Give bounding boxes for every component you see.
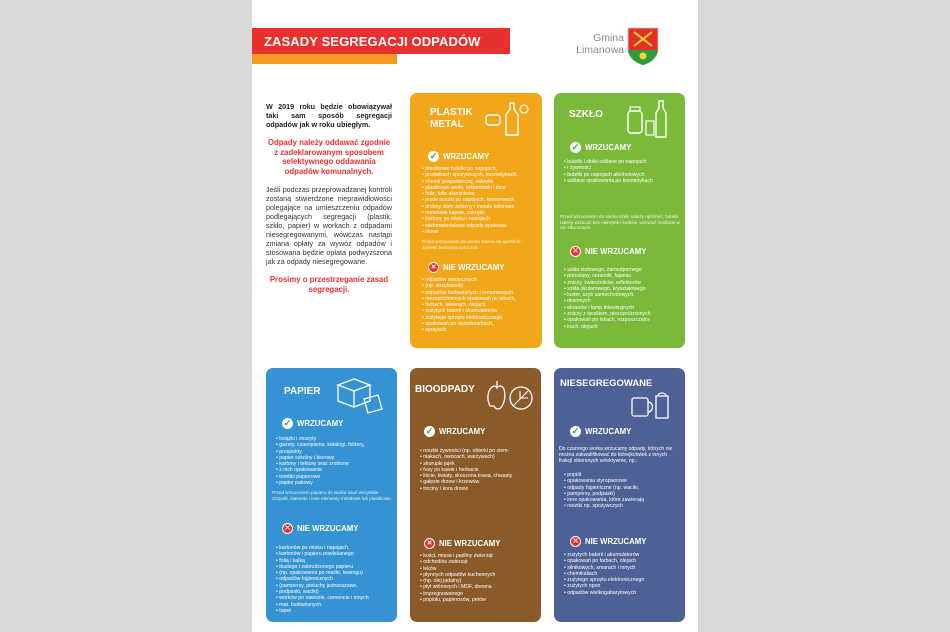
card-bioodpady xyxy=(410,368,541,622)
cross-icon: ✕ xyxy=(282,523,293,534)
card-plastik-metal xyxy=(410,93,542,348)
municipality-name: Gmina Limanowa xyxy=(576,32,624,56)
cross-icon: ✕ xyxy=(424,538,435,549)
title-underline xyxy=(252,54,397,64)
no-header: ✕ NIE WRZUCAMY xyxy=(570,246,647,257)
ok-list: • butelki i słoiki szklane po napojach • i żywności • butelki po napojach alkoholowych • szklane opakowania po kosmetykach xyxy=(564,159,680,184)
intro-paragraph-4: Prosimy o przestrzeganie zasad segregacji. xyxy=(269,275,389,294)
card-szklo xyxy=(554,93,685,348)
check-icon: ✓ xyxy=(283,418,292,428)
leaflet-page xyxy=(252,0,698,632)
check-icon: ✓ xyxy=(429,151,438,161)
ok-list: • popiół • opakowania styropianowe • odpady higieniczne (np. waciki, • pampersy, podpaski) • inne opakowania, które zawierają • resztki np. spożywczych xyxy=(564,472,682,510)
card-title: NIESEGREGOWANE xyxy=(560,378,653,389)
check-icon: ✓ xyxy=(425,426,434,436)
apple-leaf-icon xyxy=(484,376,534,412)
no-header: ✕ NIE WRZUCAMY xyxy=(282,523,359,534)
card-papier xyxy=(266,368,397,622)
ok-list: • plastikowe butelki po napojach, • produktach spożywczych, kosmetykach, • chemii gospodarczej, zakrętki • plastikowe worki, reklamówki i inne • folie, folie aluminiowe • puste puszki po napojach, konserwach • drobny złom żelazny i metale kolorowe • metalowe kapsle, zakrętki • kartony po mleku i napojach • wielomateriałowe odpady opakowa- • niowe xyxy=(422,166,538,235)
cross-icon: ✕ xyxy=(428,262,439,273)
no-header: ✕ NIE WRZUCAMY xyxy=(428,262,505,273)
ok-header: ✓ WRZUCAMY xyxy=(429,151,490,161)
intro-paragraph-1: W 2019 roku będzie obowiązywał taki sam sposób segregacji odpadów jak w roku ubiegłym. xyxy=(266,102,392,129)
card-title: PAPIER xyxy=(284,386,321,397)
card-note: Przed wrzuceniem do worka zaleca się opróżnić i zgnieść tworzywa sztuczne. xyxy=(422,239,523,250)
intro-paragraph-3: Jeśli podczas przeprowadzanej kontroli zostaną stwierdzone nieprawidłowości polegające na umieszczeniu odpadów podlegających segregacji (plastik, szkło, papier) w workach z odpadami niesegregowanymi, wówczas nastąpi zmiana opłaty za wywóz odpadów i stosowana będzie opłata podwyższona jak za odpady niesegregowane. xyxy=(266,185,392,266)
no-header: ✕ NIE WRZUCAMY xyxy=(424,538,501,549)
no-list: • zużytych baterii i akumulatorów • opakowań po farbach, olejach • silnikowych, smarach i innych • chemikaliach • zużytego sprzętu elektronicznego • zużytych opon • odpadów wielkogabarytowych xyxy=(564,552,682,596)
ok-list: • książki i zeszyty • gazety, czasopisma, katalogi, foldery, • prospekty • papier szkolny i biurowy • kartony i tekturę oraz zrobione • z nich opakowania • torebki papierowe • papier pakowy xyxy=(276,436,394,486)
ok-list: • resztki żywności (np. obierki po ziem- • niakach, owocach, warzywach) • skorupki jajek • fusy po kawie i herbacie • liście, kwiaty, skoszona trawa, chwasty • gałęzie drzew i krzewów • trociny i kora drzew xyxy=(420,448,539,492)
intro-paragraph-2: Odpady należy oddawać zgodnie z zadeklarowanym sposobem selektywnego oddawania odpadów komunalnych. xyxy=(267,138,391,176)
check-icon: ✓ xyxy=(571,426,580,436)
ok-header: ✓ WRZUCAMY xyxy=(571,142,632,152)
glass-jar-icon xyxy=(626,99,670,139)
ok-header: ✓ WRZUCAMY xyxy=(283,418,344,428)
no-list: • kartonów po mleku i napojach, • kartonów i papieru powlekanego • folią i kalką • tłustego i zabrudzonego papieru • (np. opakowania po maśle, twarogu) • odpadów higienicznych • (pampersy, pieluchy jednorazowe, • podpaski, waciki) • worków po nawozie, cemencie i innych • mat. budowlanych • tapet xyxy=(276,545,394,614)
ok-header: ✓ WRZUCAMY xyxy=(571,426,632,436)
bottle-can-icon xyxy=(484,99,530,137)
check-icon: ✓ xyxy=(571,142,580,152)
card-intro: Do czarnego worka wrzucamy odpady, których nie można zakwalifikować do którejkolwiek z innych frakcji zbieranych selektywnie, np.: xyxy=(559,446,673,465)
ok-header: ✓ WRZUCAMY xyxy=(425,426,486,436)
card-niesegregowane xyxy=(554,368,685,622)
cross-icon: ✕ xyxy=(570,246,581,257)
no-list: • kości, mięsa i padliny zwierząt • odchodów zwierząt • leków • płynnych odpadów kuchennych • (np. olej jadalny) • płyt wiórowych i MDF, drewna • impregnowanego • popiołu, papierosów, petów xyxy=(420,553,539,603)
card-title: SZKŁO xyxy=(569,109,603,120)
page-title: ZASADY SEGREGACJI ODPADÓW xyxy=(264,34,481,49)
card-note: Przed wrzuceniem do worka szkło należy opróżnić, butelki należy wrzucać bez nakrętek i korków, wrzucać możliwie w nie stłuczonym. xyxy=(560,214,680,231)
coat-of-arms-icon xyxy=(626,26,660,66)
card-title: PLASTIK METAL xyxy=(430,107,473,130)
no-list: • odpadów medycznych • (np. strzykawek) • odpadów budowlanych i remontowych • niezopróżnionych opakowań po lekach, • farbach, lakierach, olejach • zużytych baterii i akumulatorów • zużytego sprzętu elektronicznego • opakowań po dezodorantach, • sprayach xyxy=(422,277,538,334)
card-title: BIOODPADY xyxy=(415,384,475,395)
no-header: ✕ NIE WRZUCAMY xyxy=(570,536,647,547)
cross-icon: ✕ xyxy=(570,536,581,547)
cup-bag-icon xyxy=(628,390,672,420)
no-list: • szkła stołowego, żaroodpornego • porcelany, ceramiki, fajansu • zniczy, świeczników, reflektorów • szkła okularowego, kryształowego • luster, szyb samochodowych, • okiennych • ekranów i lamp telewizyjnych • zniczy z woskiem, niezopróżnionych • opakowań po lekach, rozpuszczalni- • kach, olejach xyxy=(564,267,682,330)
card-note: Przed wrzuceniem papieru do worka usuń wszystkie zszywki, klamerki i inne elementy metalowe lub plastikowe. xyxy=(272,490,392,501)
intro-text xyxy=(266,102,392,303)
paper-box-icon xyxy=(334,373,384,415)
